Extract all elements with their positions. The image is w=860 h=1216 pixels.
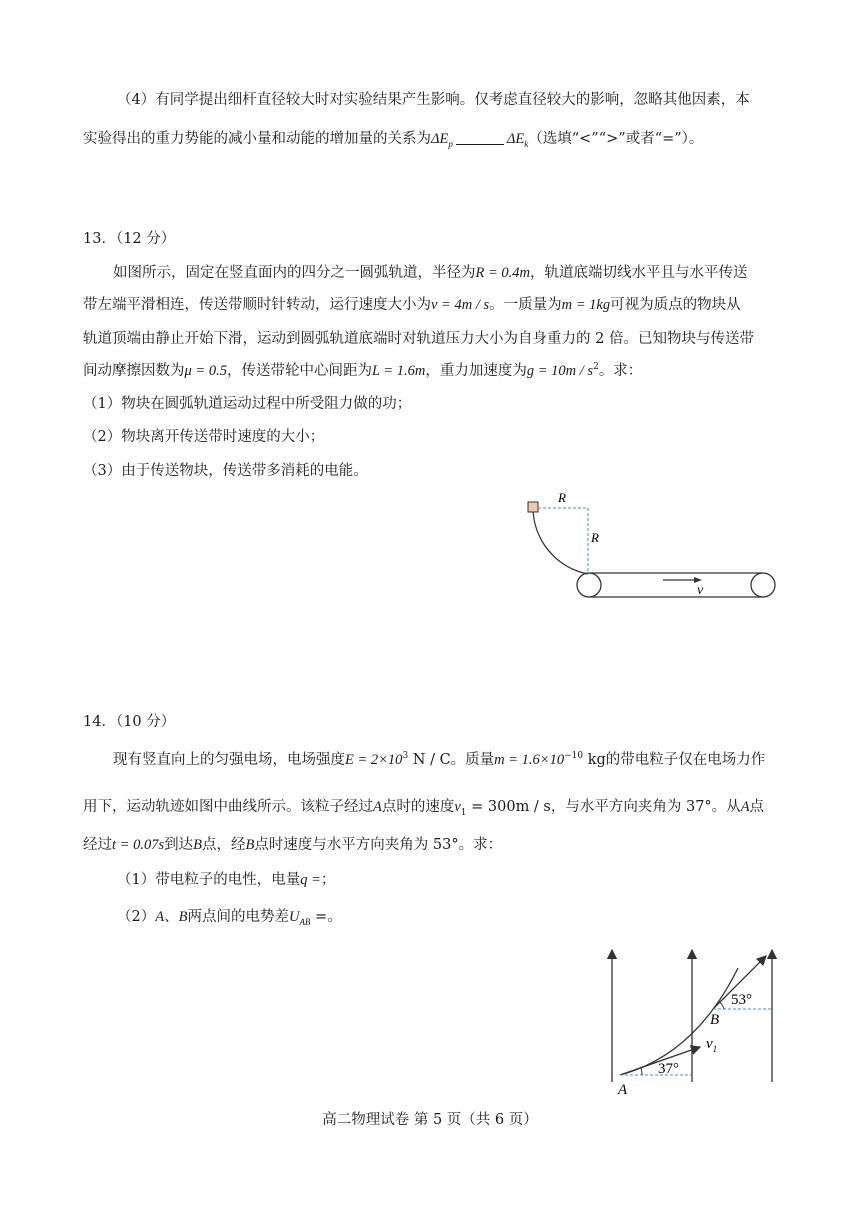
- angle-arc-37: [641, 1068, 642, 1075]
- q13-figure: [520, 490, 790, 610]
- trajectory-curve: [620, 968, 738, 1075]
- label-a: A: [618, 1082, 628, 1098]
- q12-line2-post: （选填“<”“>”或者“=”）。: [528, 131, 704, 147]
- label-r-side: R: [591, 530, 599, 545]
- left-pulley: [577, 573, 601, 597]
- q12-part4-line2: [83, 129, 703, 149]
- arc-track: [533, 508, 588, 574]
- q14-sub1: （1）带电粒子的电性，电量q =；: [117, 872, 336, 888]
- q13-para-line2: 带左端平滑相连，传送带顺时针转动，运行速度大小为v = 4m / s。一质量为m = 1kg可视为质点的物块从: [83, 297, 741, 313]
- q13-para-line1: 如图所示，固定在竖直面内的四分之一圆弧轨道，半径为R = 0.4m，轨道底端切线水平且与水平传送: [113, 265, 748, 281]
- q13-sub2: （2）物块离开传送带时速度的大小；: [83, 429, 325, 445]
- label-53: 53°: [731, 992, 752, 1008]
- delta-ek: $\Delta E_k$: [506, 131, 529, 149]
- q14-header: 14．（10 分）: [83, 714, 176, 730]
- q12-line2-text: 实验得出的重力势能的减小量和动能的增加量的关系为: [83, 131, 431, 147]
- q13-para-line4: 间动摩擦因数为μ = 0.5，传送带轮中心间距为L = 1.6m，重力加速度为$g = 10m / s^2$。求：: [83, 362, 643, 379]
- block: [528, 502, 538, 512]
- q13-sub1: （1）物块在圆弧轨道运动过程中所受阻力做的功；: [83, 396, 412, 412]
- q13-para-line3: 轨道顶端由静止开始下滑，运动到圆弧轨道底端时对轨道压力大小为自身重力的 2 倍。已知物块与传送带: [83, 331, 754, 347]
- label-b: B: [710, 1012, 720, 1028]
- label-v: v: [697, 583, 704, 598]
- label-v1: $v_1$: [706, 1036, 718, 1054]
- q13-header: 13．（12 分）: [83, 231, 176, 247]
- label-37: 37°: [658, 1061, 679, 1077]
- page-footer: 高二物理试卷 第 5 页（共 6 页）: [322, 1112, 538, 1128]
- angle-arc-53: [719, 1002, 724, 1009]
- right-pulley: [751, 573, 775, 597]
- q12-part4-line1: （4）有同学提出细杆直径较大时对实验结果产生影响。仅考虑直径较大的影响，忽略其他因素，本: [117, 92, 750, 108]
- q14-figure: [600, 940, 790, 1100]
- answer-blank[interactable]: [456, 130, 504, 145]
- q14-sub2: （2）A、B两点间的电势差$U_{AB}$ =。: [117, 909, 342, 927]
- q14-para-line3: 经过t = 0.07s到达B点，经B点时速度与水平方向夹角为 53°。求：: [83, 837, 503, 853]
- q14-para-line2: 用下，运动轨迹如图中曲线所示。该粒子经过A点时的速度$v_1 = 300m / s$，与水平方向夹角为 37°。从A点: [83, 799, 765, 818]
- label-r-top: R: [558, 490, 566, 505]
- q14-para-line1: 现有竖直向上的匀强电场，电场强度$E = 2\times 10^3$ N / C。质量$m = 1.6\times 10^{-10}$ kg的带电粒子仅在电场力作: [113, 751, 766, 768]
- delta-ep: $\Delta E_p$: [431, 131, 453, 149]
- q13-sub3: （3）由于传送物块，传送带多消耗的电能。: [83, 463, 368, 479]
